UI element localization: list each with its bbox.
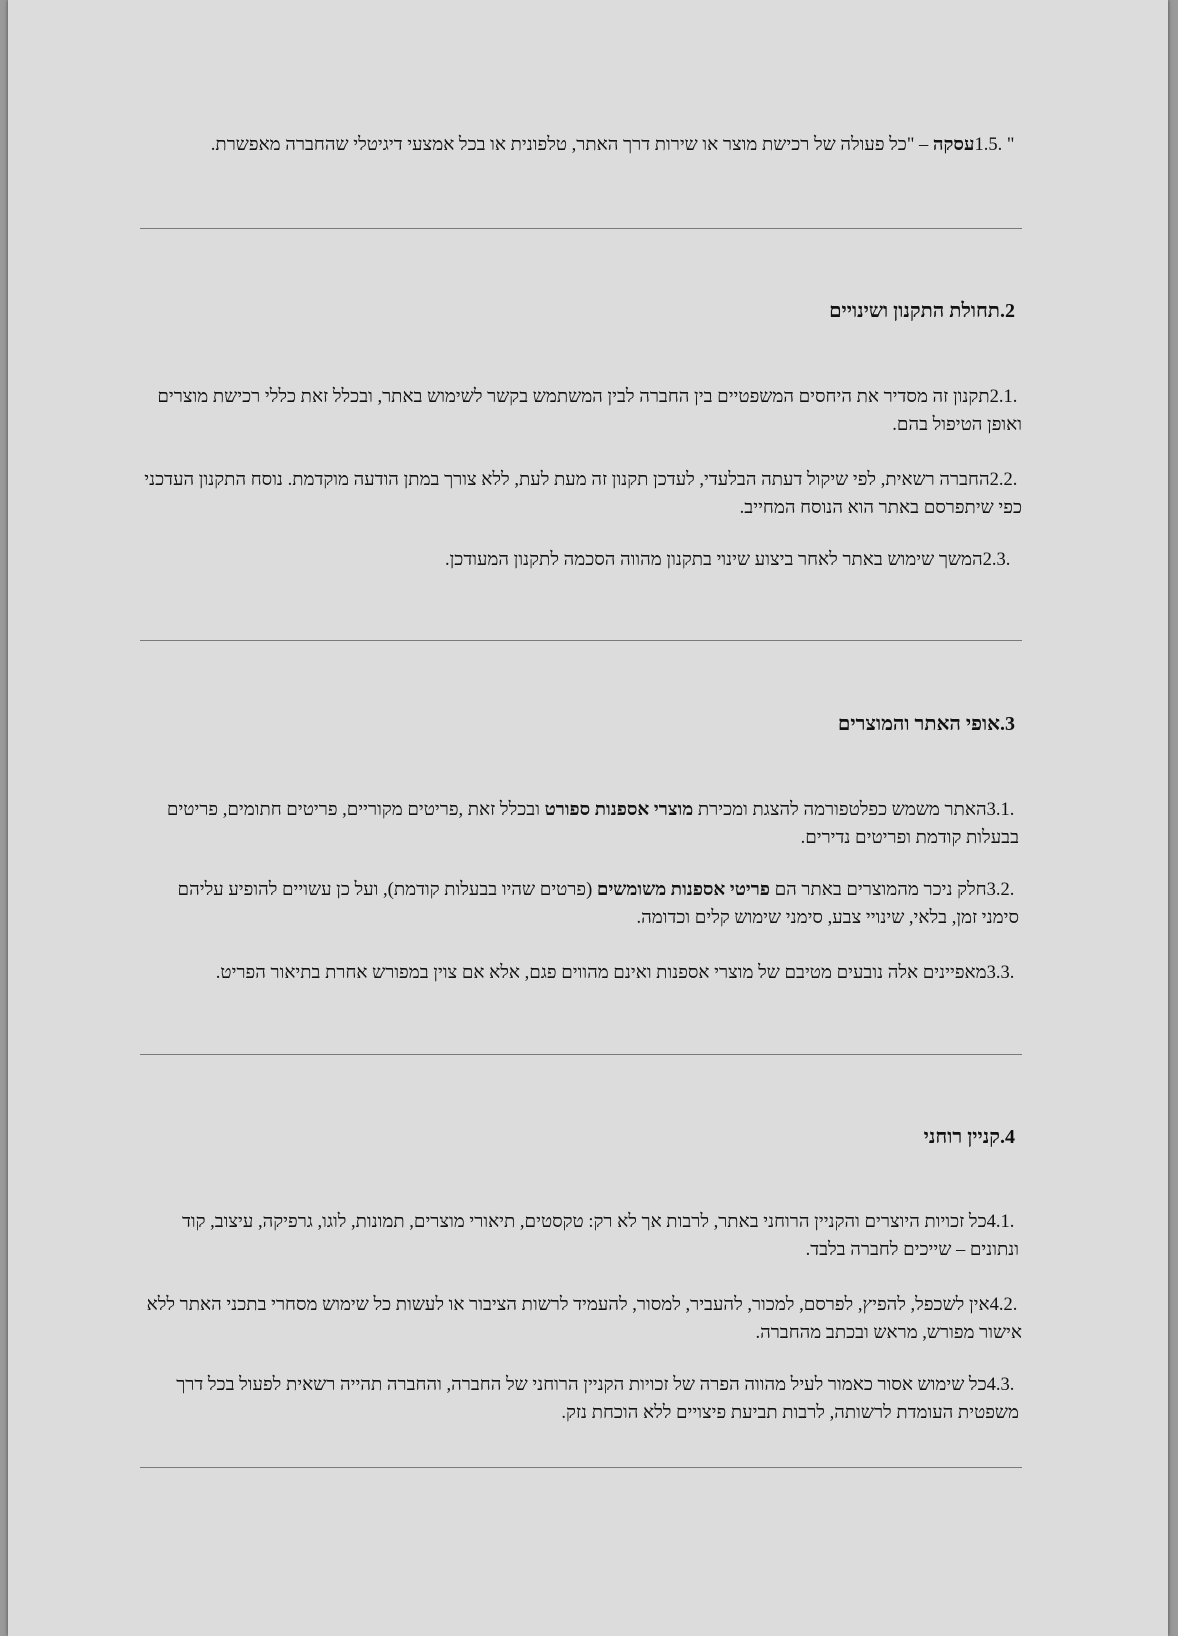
clause-number: 3.1. xyxy=(986,800,1019,820)
clause-4-2 xyxy=(140,1291,1022,1347)
section-3-title: 3.אופי האתר והמוצרים xyxy=(837,713,1015,735)
clause-number: 4.1. xyxy=(986,1212,1019,1232)
clause-bold-term: מוצרי אספנות ספורט xyxy=(544,800,694,820)
section-divider xyxy=(140,228,1022,229)
clause-2-3 xyxy=(140,546,1015,574)
section-4-title: 4.קניין רוחני xyxy=(923,1126,1015,1148)
defined-term: עסקה xyxy=(932,135,975,155)
clause-3-2 xyxy=(144,876,1019,932)
clause-2-1 xyxy=(140,383,1022,439)
clause-2-2 xyxy=(140,466,1022,522)
section-divider xyxy=(140,640,1022,641)
section-divider xyxy=(140,1467,1022,1468)
clause-text: החברה רשאית, לפי שיקול דעתה הבלעדי, לעדכן תקנון זה מעת לעת, ללא צורך במתן הודעה מוקדמת. נוסח התקנון העדכני כפי שיתפרסם באתר הוא הנוסח המחייב. xyxy=(144,470,1022,518)
clause-text: המשך שימוש באתר לאחר ביצוע שינוי בתקנון מהווה הסכמה לתקנון המעודכן. xyxy=(444,550,983,570)
clause-number: 2.3. xyxy=(982,550,1015,570)
clause-text: כל שימוש אסור כאמור לעיל מהווה הפרה של זכויות הקניין הרוחני של החברה, והחברה תהייה רשאית לפעול בכל דרך משפטית העומדת לרשותה, לרבות תביעת פיצויים ללא הוכחת נזק. xyxy=(176,1375,1019,1423)
clause-1-5 xyxy=(144,131,1019,159)
clause-text: אין לשכפל, להפיץ, לפרסם, למכור, להעביר, למסור, להעמיד לרשות הציבור או לעשות כל שימוש מסחרי בתכני האתר ללא אישור מפורש, מראש ובכתב מהחברה. xyxy=(146,1295,1022,1343)
clause-4-1 xyxy=(144,1208,1019,1264)
clause-number: 2.1. xyxy=(989,387,1022,407)
clause-number: 3.3. xyxy=(986,963,1019,983)
clause-text: – "כל פעולה של רכישת מוצר או שירות דרך האתר, טלפונית או בכל אמצעי דיגיטלי שהחברה מאפשרת. xyxy=(210,135,933,155)
clause-bold-term: פריטי אספנות משומשים xyxy=(596,880,770,900)
clause-number: " xyxy=(1006,135,1019,155)
clause-text: (פרטים שהיו בבעלות קודמת), ועל כן עשויים להופיע עליהם סימני זמן, בלאי, שינויי צבע, סימני שימוש קלים וכדומה. xyxy=(177,880,1019,928)
clause-number: 1.5. xyxy=(974,135,1007,155)
clause-text: ובכלל זאת ,פריטים מקוריים, פריטים חתומים, פריטים בבעלות קודמת ופריטים נדירים. xyxy=(166,800,1019,848)
section-2-title: 2.תחולת התקנון ושינויים xyxy=(829,300,1015,322)
clause-number: 4.3. xyxy=(986,1375,1019,1395)
clause-text: חלק ניכר מהמוצרים באתר הם xyxy=(769,880,987,900)
clause-3-1 xyxy=(144,796,1019,852)
clause-3-3 xyxy=(144,959,1019,987)
clause-number: 4.2. xyxy=(989,1295,1022,1315)
clause-number: 2.2. xyxy=(989,470,1022,490)
clause-text: האתר משמש כפלטפורמה להצגת ומכירת xyxy=(693,800,987,820)
clause-number: 3.2. xyxy=(986,880,1019,900)
section-divider xyxy=(140,1054,1022,1055)
clause-text: מאפיינים אלה נובעים מטיבם של מוצרי אספנות ואינם מהווים פגם, אלא אם צוין במפורש אחרת בתיאור הפריט. xyxy=(215,963,987,983)
clause-text: תקנון זה מסדיר את היחסים המשפטיים בין החברה לבין המשתמש בקשר לשימוש באתר, ובכלל זאת כללי רכישת מוצרים ואופן הטיפול בהם. xyxy=(157,387,1022,435)
clause-text: כל זכויות היוצרים והקניין הרוחני באתר, לרבות אך לא רק: טקסטים, תיאורי מוצרים, תמונות, לוגו, גרפיקה, עיצוב, קוד ונתונים – שייכים לחברה בלבד. xyxy=(181,1212,1019,1260)
clause-4-3 xyxy=(144,1371,1019,1427)
